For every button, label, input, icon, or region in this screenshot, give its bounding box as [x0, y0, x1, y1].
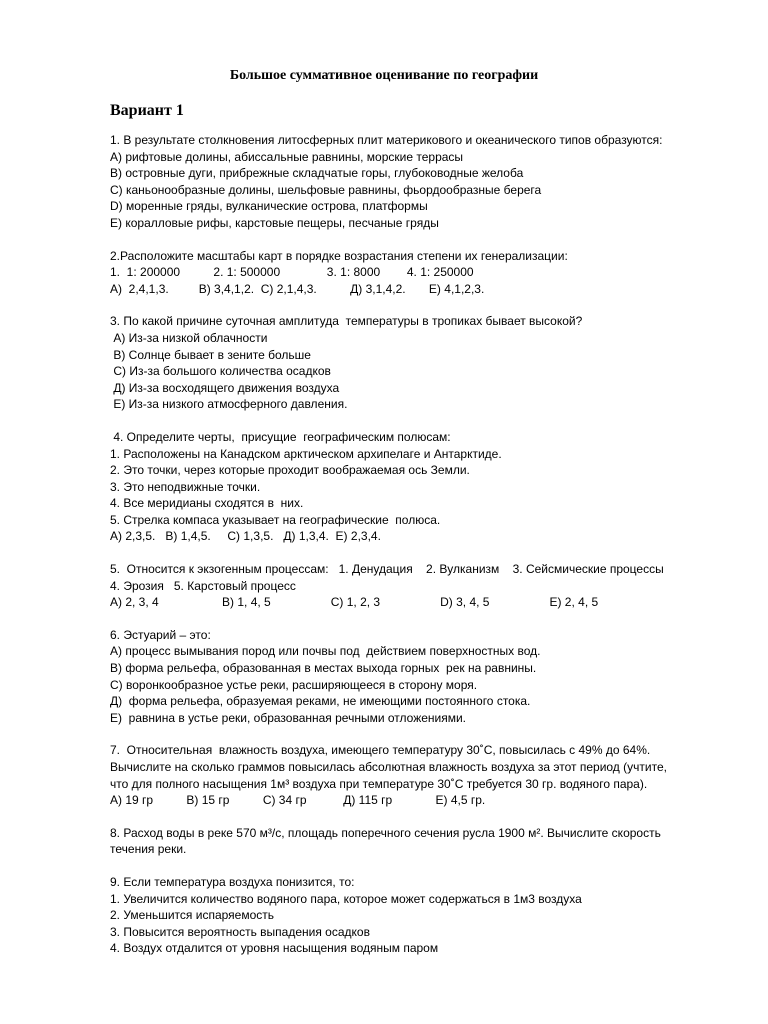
answer-option: D) моренные гряды, вулканические острова, платформы: [110, 199, 428, 214]
variant-heading: Вариант 1: [110, 102, 184, 119]
statement: 5. Стрелка компаса указывает на географические полюса.: [110, 512, 441, 527]
question-text: 9. Если температура воздуха понизится, то:: [110, 874, 355, 889]
question-text: 4. Определите черты, присущие географическим полюсам:: [110, 429, 451, 444]
question-text: 5. Относится к экзогенным процессам: 1. Денудация 2. Вулканизм 3. Сейсмические процессы: [110, 562, 664, 577]
question-3: [110, 313, 740, 413]
question-6: [110, 627, 740, 727]
answer-option: Е) равнина в устье реки, образованная речными отложениями.: [110, 710, 467, 725]
question-text-continued: что для полного насыщения 1м³ воздуха при температуре 30˚С требуется 30 гр. водяного пара).: [110, 776, 648, 791]
question-text: 3. По какой причине суточная амплитуда температуры в тропиках бывает высокой?: [110, 314, 583, 329]
question-text-continued: 4. Эрозия 5. Карстовый процесс: [110, 578, 296, 593]
question-text: 1. В результате столкновения литосферных плит материкового и океанического типов образуются:: [110, 133, 663, 147]
statement: 2. Уменьшится испаряемость: [110, 908, 275, 923]
statement: 3. Это неподвижные точки.: [110, 479, 261, 494]
answer-option: Е) коралловые рифы, карстовые пещеры, песчаные гряды: [110, 215, 439, 230]
question-4: [110, 429, 740, 545]
answer-options-row: А) 19 гр В) 15 гр С) 34 гр Д) 115 гр Е) 4,5 гр.: [110, 793, 486, 808]
statement: 1. Расположены на Канадском арктическом архипелаге и Антарктиде.: [110, 446, 502, 461]
question-text-continued: течения реки.: [110, 842, 187, 857]
statement: 3. Повысится вероятность выпадения осадков: [110, 924, 370, 939]
answer-option: В) форма рельефа, образованная в местах выхода горных рек на равнины.: [110, 661, 537, 676]
answer-option: В) островные дуги, прибрежные складчатые горы, глубоководные желоба: [110, 166, 524, 181]
scale-list: 1. 1: 200000 2. 1: 500000 3. 1: 8000 4. 1: 250000: [110, 265, 474, 280]
question-5: [110, 561, 740, 611]
questions-list: [110, 132, 740, 973]
statement: 4. Воздух отдалится от уровня насыщения водяным паром: [110, 941, 439, 956]
question-text: 8. Расход воды в реке 570 м³/с, площадь поперечного сечения русла 1900 м². Вычислите скорость: [110, 825, 661, 840]
question-2: [110, 248, 740, 298]
answer-option: Е) Из-за низкого атмосферного давления.: [110, 397, 348, 412]
statement: 1. Увеличится количество водяного пара, которое может содержаться в 1м3 воздуха: [110, 891, 582, 906]
answer-options-row: А) 2, 3, 4 В) 1, 4, 5 С) 1, 2, 3 D) 3, 4, 5 Е) 2, 4, 5: [110, 595, 599, 610]
statement: 2. Это точки, через которые проходит воображаемая ось Земли.: [110, 463, 470, 478]
answer-options-row: А) 2,4,1,3. В) 3,4,1,2. С) 2,1,4,3. Д) 3,1,4,2. Е) 4,1,2,3.: [110, 281, 485, 296]
answer-option: В) Солнце бывает в зените больше: [110, 347, 311, 362]
question-text: 6. Эстуарий – это:: [110, 627, 211, 642]
question-9: [110, 874, 740, 957]
answer-options-row: А) 2,3,5. В) 1,4,5. С) 1,3,5. Д) 1,3,4. Е) 2,3,4.: [110, 529, 381, 544]
answer-option: А) Из-за низкой облачности: [110, 330, 268, 345]
question-text-continued: Вычислите на сколько граммов повысилась абсолютная влажность воздуха за этот период (учтите,: [110, 760, 667, 774]
answer-option: А) рифтовые долины, абиссальные равнины, морские террасы: [110, 149, 464, 164]
answer-option: С) каньонообразные долины, шельфовые равнины, фьордообразные берега: [110, 182, 542, 197]
question-7: [110, 742, 740, 808]
question-1: [110, 132, 740, 232]
answer-option: С) воронкообразное устье реки, расширяющееся в сторону моря.: [110, 677, 478, 692]
statement: 4. Все меридианы сходятся в них.: [110, 496, 304, 511]
question-8: [110, 825, 740, 858]
answer-option: С) Из-за большого количества осадков: [110, 364, 331, 379]
answer-option: Д) форма рельефа, образуемая реками, не имеющими постоянного стока.: [110, 694, 531, 709]
question-text: 7. Относительная влажность воздуха, имеющего температуру 30˚С, повысилась с 49% до 64%.: [110, 743, 651, 758]
answer-option: Д) Из-за восходящего движения воздуха: [110, 380, 340, 395]
question-text: 2.Расположите масштабы карт в порядке возрастания степени их генерализации:: [110, 248, 568, 263]
page-title: Большое суммативное оценивание по географии: [229, 68, 539, 83]
answer-option: А) процесс вымывания пород или почвы под действием поверхностных вод.: [110, 644, 541, 659]
